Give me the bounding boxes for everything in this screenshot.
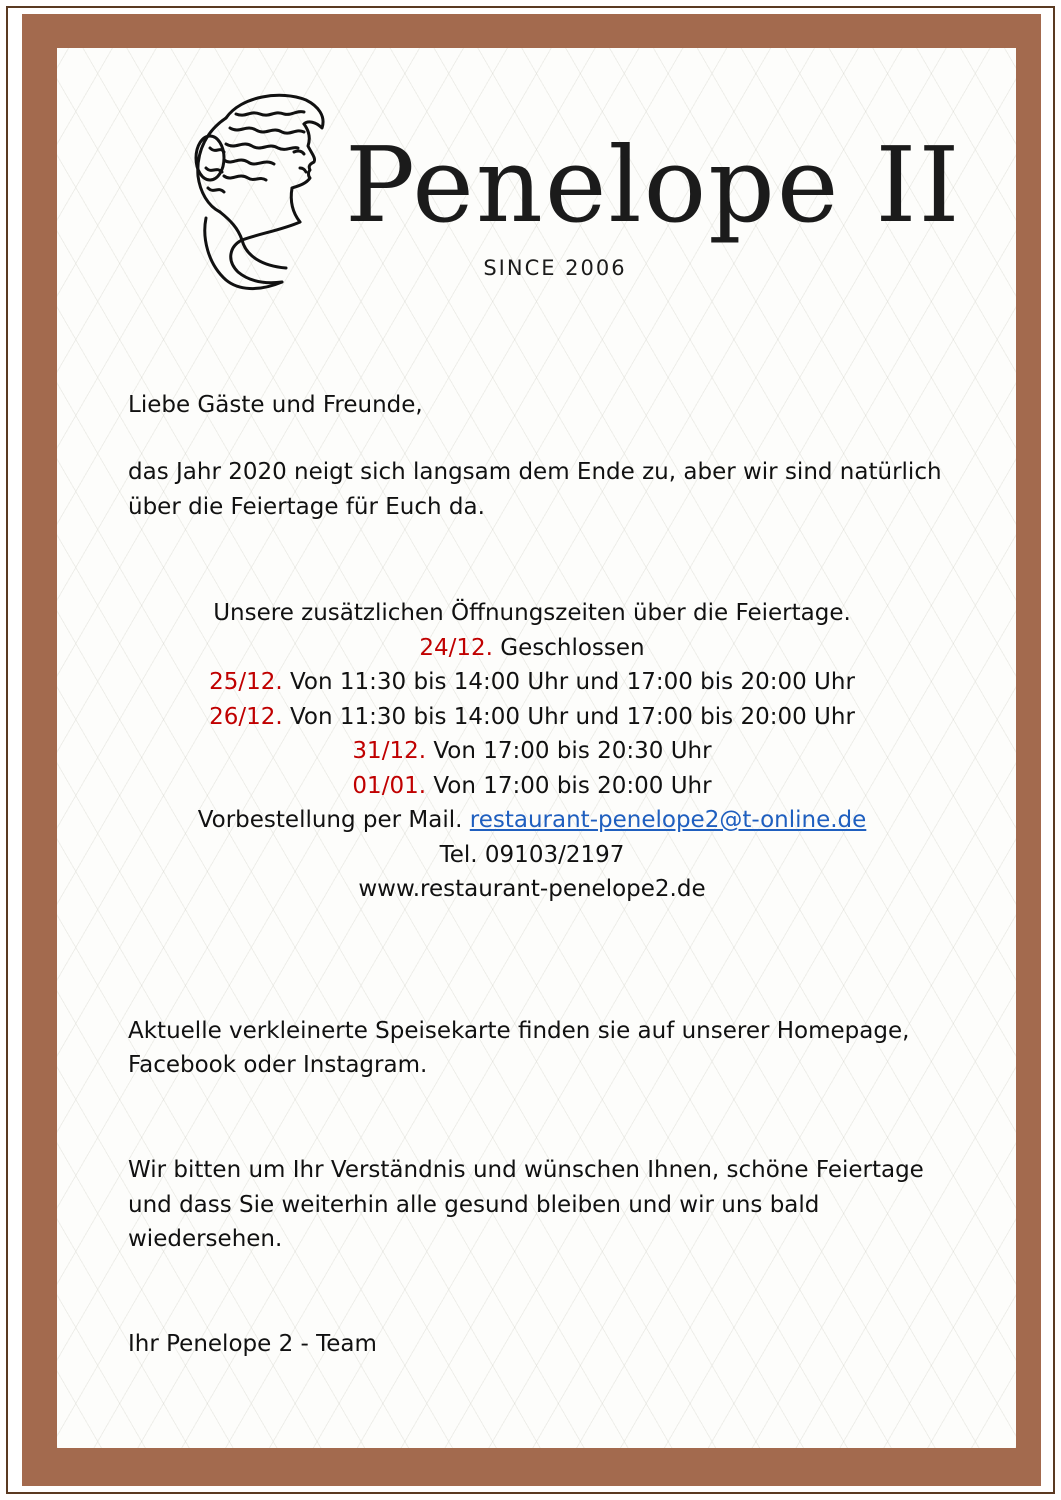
hours-entry (128, 631, 936, 666)
closing-line-3: wiedersehen. (128, 1226, 283, 1252)
closing-line-1: Wir bitten um Ihr Verständnis und wünschen Ihnen, schöne Feiertage (128, 1157, 924, 1183)
website-url: www.restaurant-penelope2.de (358, 876, 706, 902)
hours-text: Von 17:00 bis 20:00 Uhr (426, 772, 712, 799)
hours-entry (128, 665, 936, 700)
menu-line-1: Aktuelle verkleinerte Speisekarte finden sie auf unserer Homepage, (128, 1018, 910, 1044)
preorder-label: Vorbestellung per Mail. (197, 807, 470, 833)
hours-date: 01/01. (352, 772, 427, 799)
hours-date: 26/12. (209, 703, 283, 730)
intro-line-2: über die Feiertage für Euch da. (128, 494, 485, 520)
hours-entry (128, 700, 936, 735)
hours-date: 31/12. (352, 738, 427, 764)
hours-text: Von 17:00 bis 20:30 Uhr (426, 738, 712, 764)
hours-text: Von 11:30 bis 14:00 Uhr und 17:00 bis 20:00 Uhr (282, 703, 855, 730)
greeting: Liebe Gäste und Freunde, (128, 392, 423, 418)
brand-tagline: SINCE 2006 (483, 256, 627, 280)
hours-entry (128, 769, 936, 804)
hours-entry (128, 734, 936, 769)
menu-line-2: Facebook oder Instagram. (128, 1052, 428, 1078)
closing-line-2: und dass Sie weiterhin alle gesund bleiben und wir uns bald (128, 1192, 820, 1218)
email-link[interactable]: restaurant-penelope2@t-online.de (469, 807, 867, 833)
hours-date: 25/12. (209, 669, 283, 695)
hours-date: 24/12. (419, 634, 493, 661)
preorder-line (128, 803, 936, 838)
phone-number: Tel. 09103/2197 (439, 841, 625, 868)
opening-hours (128, 596, 936, 907)
hours-text: Von 11:30 bis 14:00 Uhr und 17:00 bis 20:00 Uhr (282, 669, 855, 695)
brand-wordmark: Penelope II (345, 124, 962, 246)
woman-profile-logo-icon (186, 88, 336, 294)
hours-heading: Unsere zusätzlichen Öffnungszeiten über die Feiertage. (213, 600, 851, 626)
intro-line-1: das Jahr 2020 neigt sich langsam dem Ende zu, aber wir sind natürlich (128, 459, 942, 485)
hours-text: Geschlossen (492, 634, 645, 661)
signature: Ihr Penelope 2 - Team (128, 1331, 377, 1357)
